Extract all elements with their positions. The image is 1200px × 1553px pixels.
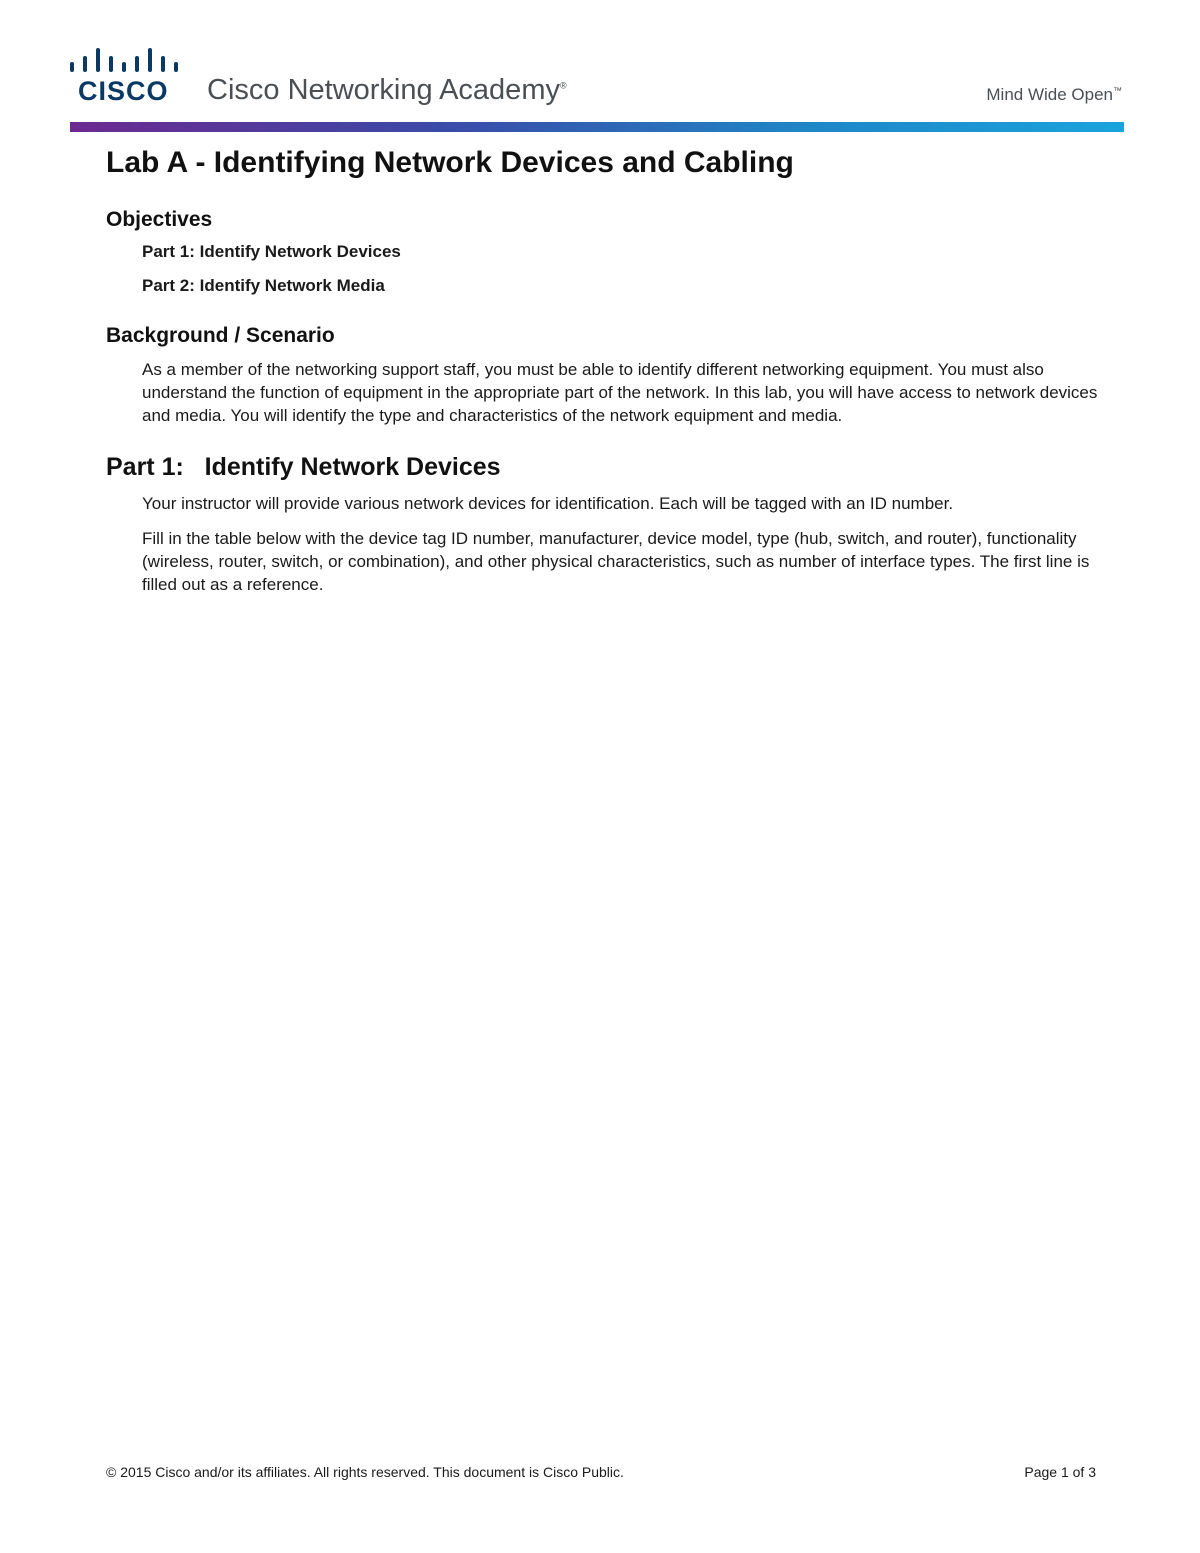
brand-gradient-bar [70, 122, 1124, 132]
part1-paragraph: Your instructor will provide various network devices for identification. Each will be tagged with an ID number. [142, 494, 954, 513]
objective-item: Part 1: Identify Network Devices [142, 242, 401, 261]
registered-mark: ® [559, 80, 567, 91]
background-heading: Background / Scenario [106, 324, 335, 347]
document-body [106, 146, 1106, 596]
part1-heading: Part 1: Identify Network Devices [106, 453, 501, 481]
part1-paragraph: Fill in the table below with the device tag ID number, manufacturer, device model, type (hub, switch, and router), functionality (wireless, router, switch, or combination), and other physical characteristics, such as number of interface types. The first line is filled out as a reference. [142, 529, 1090, 594]
objective-item: Part 2: Identify Network Media [142, 276, 385, 295]
objectives-heading: Objectives [106, 208, 213, 231]
cisco-logo-wordmark: CISCO [78, 76, 169, 106]
trademark-mark: ™ [1113, 85, 1122, 96]
cisco-logo-icon [70, 46, 180, 76]
footer-copyright: © 2015 Cisco and/or its affiliates. All rights reserved. This document is Cisco Public. [106, 1464, 624, 1480]
page-header [0, 0, 1200, 140]
background-paragraph: As a member of the networking support staff, you must be able to identify different networking equipment. You must also understand the function of equipment in the appropriate part of the network. In this lab, you will have access to network devices and media. You will identify the type and characteristics of the network equipment and media. [142, 360, 1098, 425]
document-title: Lab A - Identifying Network Devices and Cabling [106, 146, 794, 179]
academy-name: Cisco Networking Academy® [207, 74, 567, 106]
footer-page-number: Page 1 of 3 [1024, 1464, 1096, 1480]
tagline: Mind Wide Open™ [986, 85, 1122, 104]
